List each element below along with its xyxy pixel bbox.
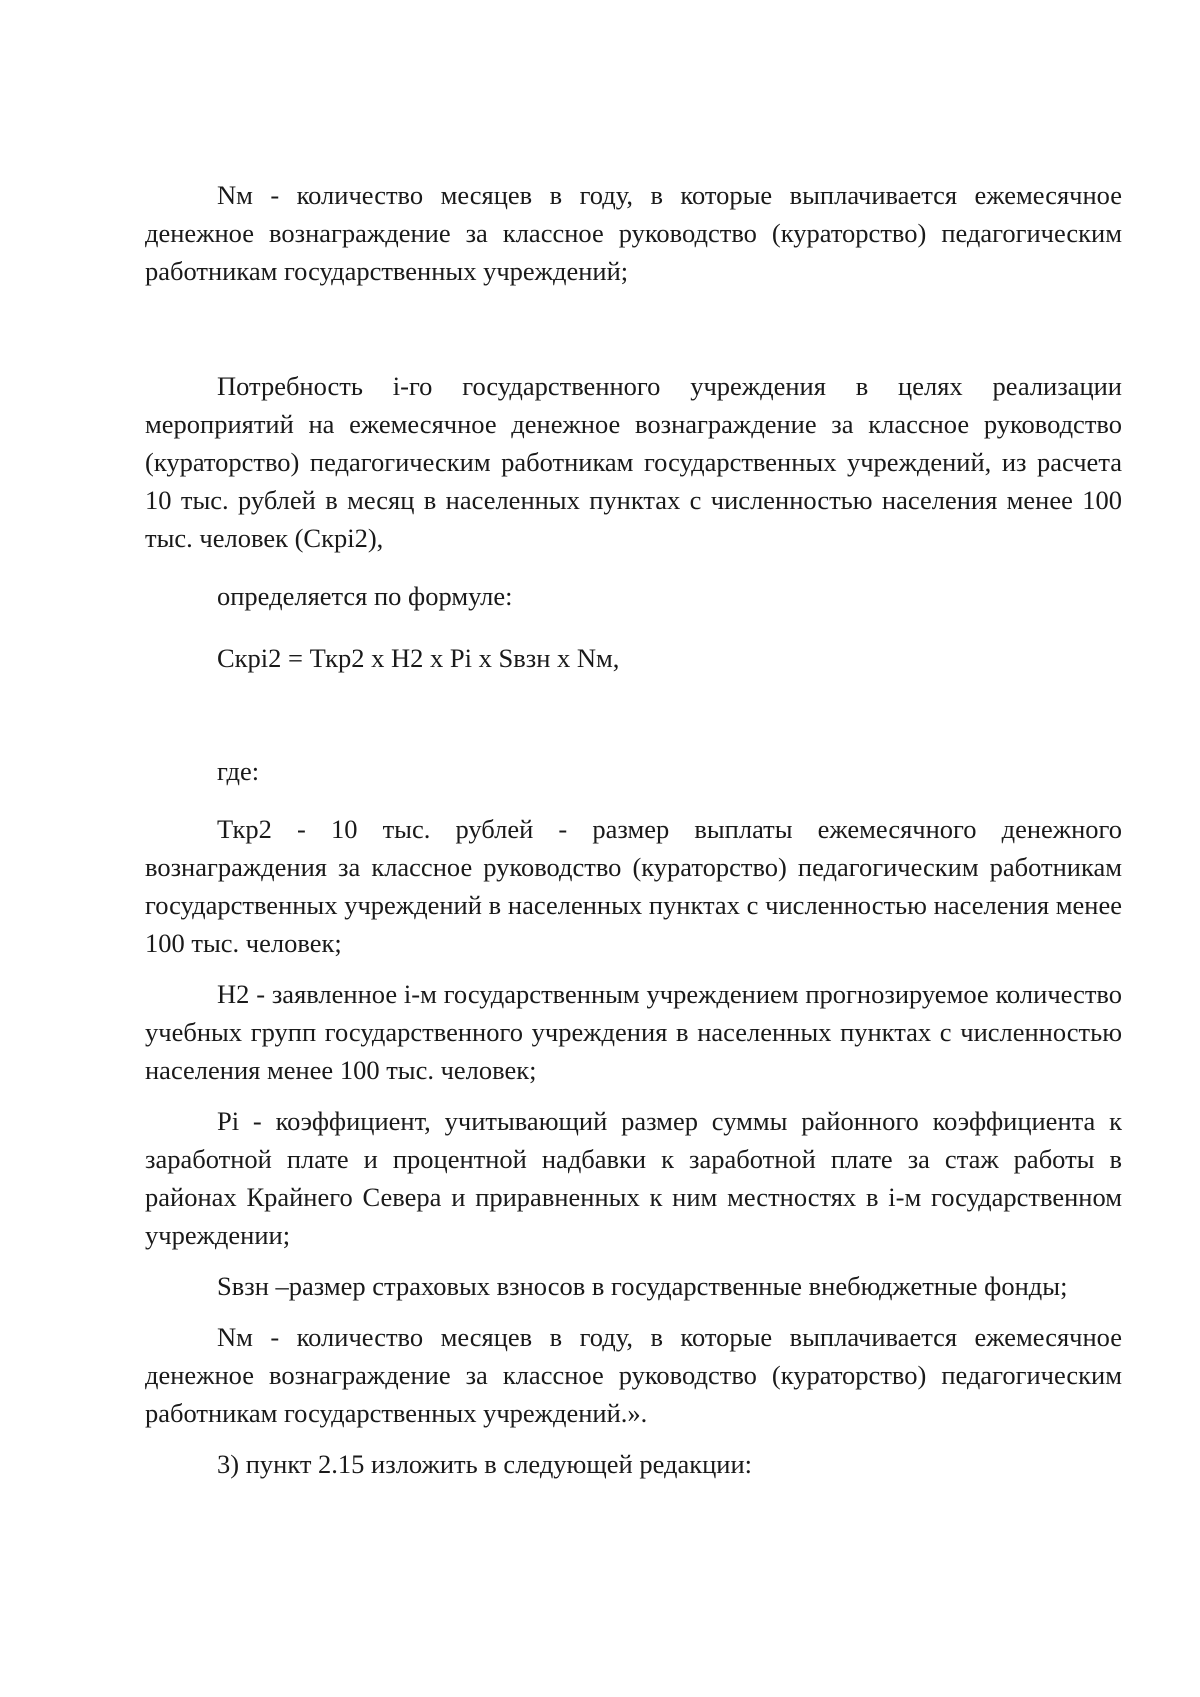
paragraph-formula-intro: определяется по формуле: xyxy=(217,581,513,611)
paragraph-where: где: xyxy=(217,756,260,786)
paragraph-nm-definition-2: Nм - количество месяцев в году, в которые выплачивается ежемесячное денежное вознаграждение за классное руководство (кураторство) педагогическим работникам государственных учреждений.». xyxy=(145,1322,1122,1428)
paragraph-tkr2-definition: Ткр2 - 10 тыс. рублей - размер выплаты ежемесячного денежного вознаграждения за классное руководство (кураторство) педагогическим работникам государственных учреждений в населенных пунктах с численностью населения менее 100 тыс. человек; xyxy=(145,814,1122,958)
document-body xyxy=(145,176,1122,1483)
paragraph-requirement: Потребность i-го государственного учреждения в целях реализации мероприятий на ежемесячное денежное вознаграждение за классное руководство (кураторство) педагогическим работникам государственных учреждений, из расчета 10 тыс. рублей в месяц в населенных пунктах с численностью населения менее 100 тыс. человек (Скрi2), xyxy=(145,371,1122,553)
paragraph-formula: Скрi2 = Ткр2 х Н2 х Рi х Sвзн х Nм, xyxy=(217,643,620,673)
paragraph-pi-definition: Рi - коэффициент, учитывающий размер суммы районного коэффициента к заработной плате и процентной надбавки к заработной плате за стаж работы в районах Крайнего Севера и приравненных к ним местностях в i-м государственном учреждении; xyxy=(145,1106,1122,1250)
paragraph-item-3: 3) пункт 2.15 изложить в следующей редакции: xyxy=(217,1449,753,1479)
paragraph-svzn-definition: Sвзн –размер страховых взносов в государственные внебюджетные фонды; xyxy=(217,1271,1068,1301)
paragraph-n2-definition: Н2 - заявленное i-м государственным учреждением прогнозируемое количество учебных групп государственного учреждения в населенных пунктах с численностью населения менее 100 тыс. человек; xyxy=(145,979,1122,1085)
paragraph-nm-definition-1: Nм - количество месяцев в году, в которые выплачивается ежемесячное денежное вознаграждение за классное руководство (кураторство) педагогическим работникам государственных учреждений; xyxy=(145,180,1122,286)
